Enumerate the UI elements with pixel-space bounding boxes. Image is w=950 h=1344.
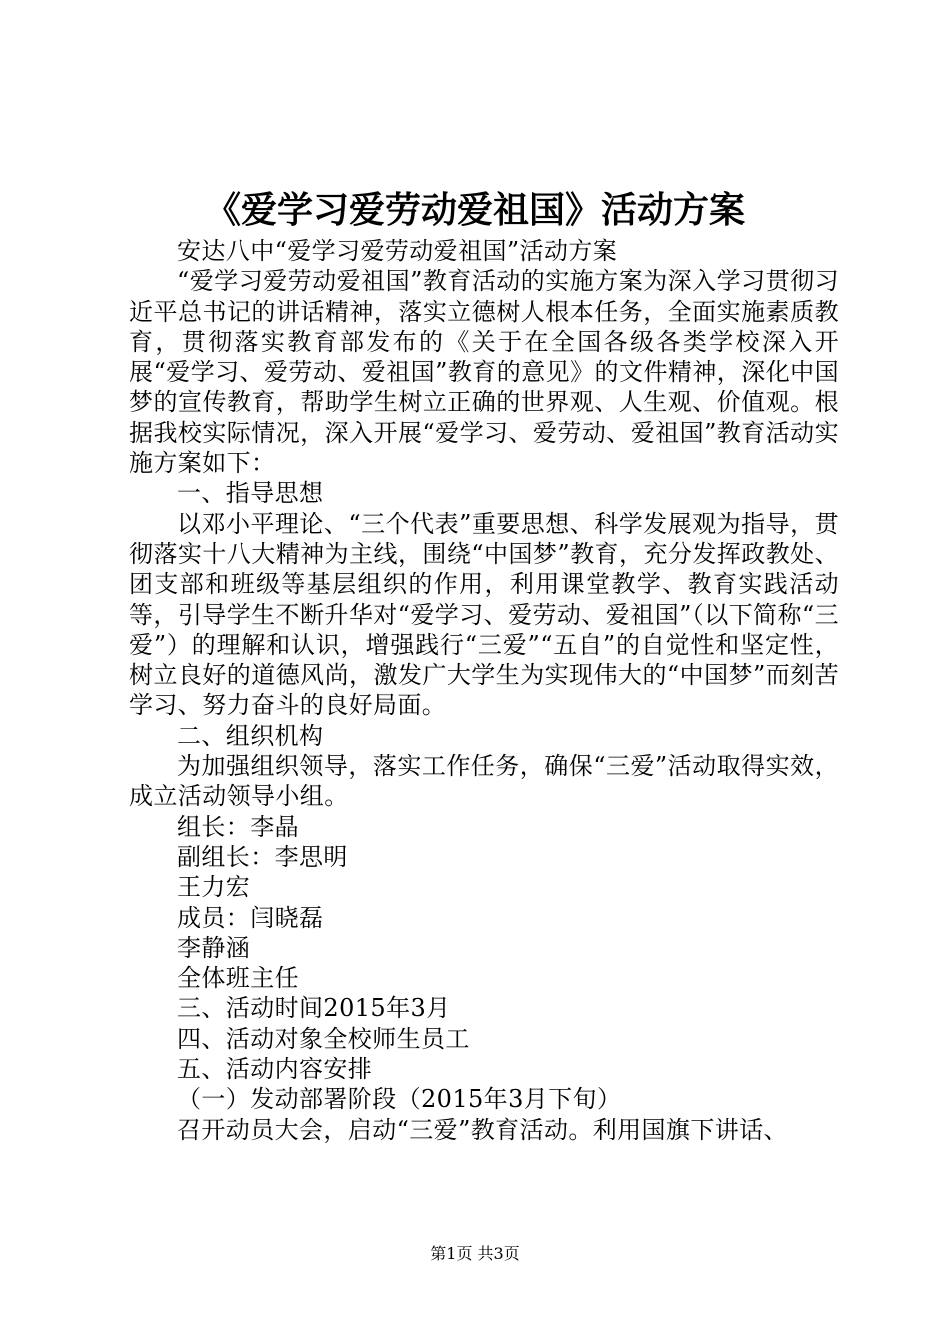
subsection-heading-phase-1: （一）发动部署阶段（2015年3月下旬） [177, 1085, 622, 1114]
page-footer: 第1页 共3页 [430, 1244, 520, 1263]
paragraph-organization: 为加强组织领导，落实工作任务，确保“三爱”活动取得实效，成立活动领导小组。 [129, 752, 839, 811]
line-deputy-leader-2: 王力宏 [177, 873, 251, 902]
paragraph-guiding-ideology: 以邓小平理论、“三个代表”重要思想、科学发展观为指导，贯彻落实十八大精神为主线，围绕“中国梦”教育，充分发挥政教处、团支部和班级等基层组织的作用，利用课堂教学、教育实践活动等，引导学生不断升华对“爱学习、爱劳动、爱祖国”（以下简称“三爱”）的理解和认识，增强践行“三爱”“五自”的自觉性和坚定性，树立良好的道德风尚，激发广大学生为实现伟大的“中国梦”而刻苦学习、努力奋斗的良好局面。 [129, 509, 839, 720]
paragraph-intro: “爱学习爱劳动爱祖国”教育活动的实施方案为深入学习贯彻习近平总书记的讲话精神，落实立德树人根本任务，全面实施素质教育，贯彻落实教育部发布的《关于在全国各级各类学校深入开展“爱学习、爱劳动、爱祖国”教育的意见》的文件精神，深化中国梦的宣传教育，帮助学生树立正确的世界观、人生观、价值观。根据我校实际情况，深入开展“爱学习、爱劳动、爱祖国”教育活动实施方案如下： [129, 267, 839, 478]
line-member-3: 全体班主任 [177, 964, 299, 993]
line-deputy-leader: 副组长：李思明 [177, 842, 348, 871]
section-heading-guiding-ideology: 一、指导思想 [177, 479, 324, 508]
section-heading-activity-content: 五、活动内容安排 [177, 1055, 373, 1084]
document-body [129, 236, 839, 1145]
section-activity-target: 四、活动对象全校师生员工 [177, 1024, 470, 1053]
section-activity-time: 三、活动时间2015年3月 [177, 994, 451, 1023]
section-heading-organization: 二、组织机构 [177, 721, 324, 750]
document-title: 《爱学习爱劳动爱祖国》活动方案 [204, 189, 745, 231]
paragraph-phase-1: 召开动员大会，启动“三爱”教育活动。利用国旗下讲话、 [177, 1115, 788, 1144]
paragraph-subtitle: 安达八中“爱学习爱劳动爱祖国”活动方案 [177, 237, 618, 265]
line-team-leader: 组长：李晶 [177, 812, 299, 841]
line-member-2: 李静涵 [177, 933, 251, 962]
line-members: 成员：闫晓磊 [177, 903, 324, 932]
